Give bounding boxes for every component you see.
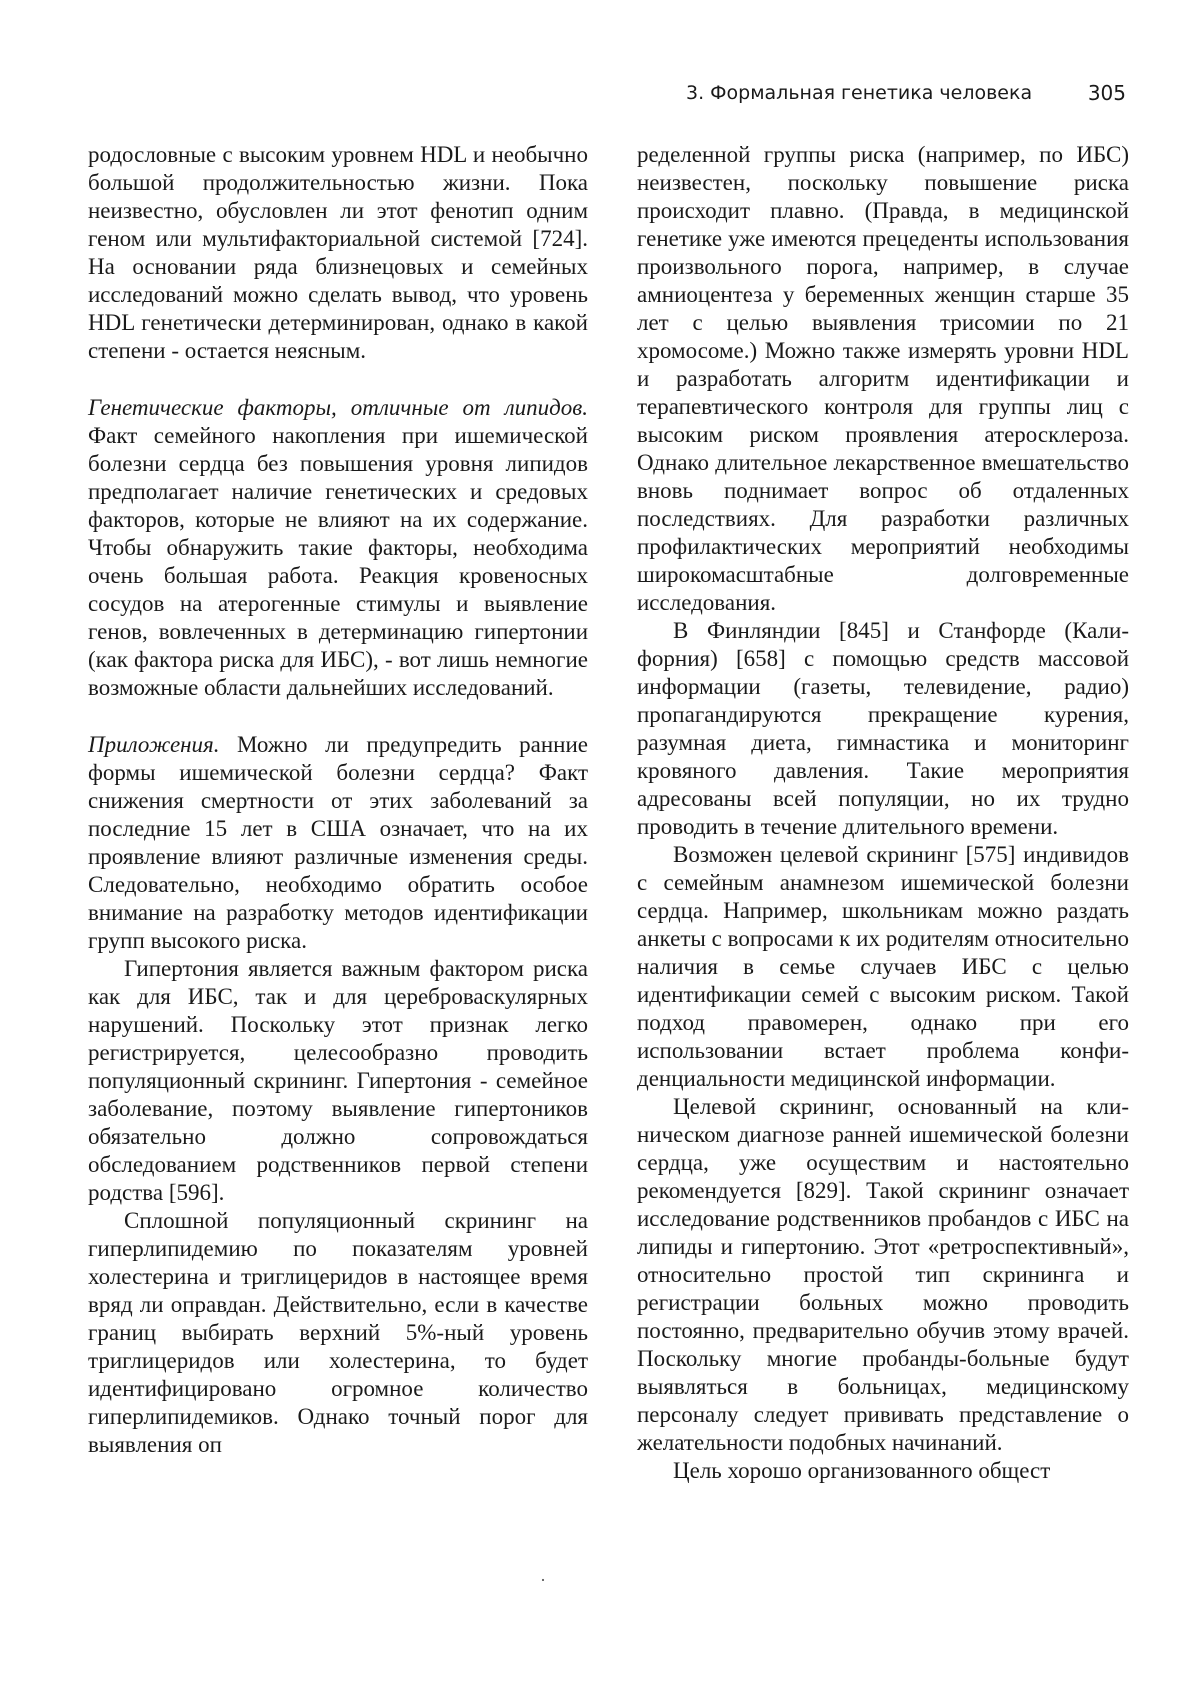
runin-heading: Приложения. (88, 732, 220, 757)
left-column (88, 141, 588, 1459)
paragraph-with-runin-heading (88, 394, 588, 702)
paragraph (637, 617, 1129, 841)
paragraph-text: Сплошной популяционный скрининг на гиперлипидемию по показателям уровней холестерина и триглицеридов в настоящее время вряд ли оправдан. Действительно, если в качестве границ выбирать верхний 5%-ный уровень триглицеридов или холестерина, то будет идентифицировано огромное количество гиперлипидемиков. Однако точный порог для выявления оп (88, 1208, 588, 1457)
paragraph-text: родословные с высоким уровнем HDL и необычно большой продолжительностью жизни. Пока неизвестно, обусловлен ли этот фенотип одним геном или мультифакториальной системой [724]. На основании ряда близнецовых и семейных исследований можно сделать вывод, что уровень HDL генетически детерминирован, однако в какой степени - остается неясным. (88, 142, 588, 363)
paragraph (88, 955, 588, 1207)
paragraph-with-runin-heading (88, 731, 588, 955)
paragraph (88, 141, 588, 365)
paragraph (88, 1207, 588, 1459)
scan-speck: · (540, 1570, 546, 1590)
paragraph (637, 1093, 1129, 1457)
paragraph-text: Возможен целевой скрининг [575] индивидов с семейным анамнезом ишемической болезни сердца. Например, школьникам можно раздать анкеты с вопросами к их родителям относительно наличия в семье случаев ИБС с целью идентификации семей с высоким риском. Такой подход правомерен, однако при его использовании встает проблема конфиденциальности медицинской информации. (637, 842, 1129, 1091)
paragraph-text: Гипертония является важным фактором риска как для ИБС, так и для цереброваскулярных нарушений. Поскольку этот признак легко регистрируется, целесообразно проводить популяционный скрининг. Гипертония - семейное заболевание, поэтому выявление гипертоников обязательно должно сопровождаться обследованием родственников первой степени родства [596]. (88, 956, 588, 1205)
paragraph-text: Целевой скрининг, основанный на клиническом диагнозе ранней ишемической болезни сердца, уже осуществим и настоятельно рекомендуется [829]. Такой скрининг означает исследование родственников пробандов с ИБС на липиды и гипертонию. Этот «ретроспективный», относительно простой тип скрининга и регистрации больных можно проводить постоянно, предварительно обучив этому врачей. Поскольку многие пробанды-больные будут выявляться в больницах, медицинскому персоналу следует прививать представление о желательности подобных начинаний. (637, 1094, 1129, 1455)
paragraph (637, 841, 1129, 1093)
page-number: 305 (1087, 81, 1126, 105)
running-header (686, 82, 1126, 112)
paragraph-text: Цель хорошо организованного общест (673, 1458, 1051, 1483)
paragraph-text: Можно ли предупредить ранние формы ишемической болезни сердца? Факт снижения смертности от этих заболеваний за последние 15 лет в США означает, что на их проявление влияют различные изменения среды. Следовательно, необходимо обратить особое внимание на разработку методов идентификации групп высокого риска. (88, 732, 588, 953)
right-column (637, 141, 1129, 1485)
paragraph-text: Факт семейного накопления при ишемической болезни сердца без повышения уровня липидов предполагает наличие генетических и средовых факторов, которые не влияют на их содержание. Чтобы обнаружить такие факторы, необходима очень большая работа. Реакция кровеносных сосудов на атерогенные стимулы и выявление генов, вовлеченных в детерминацию гипертонии (как фактора риска для ИБС), - вот лишь немногие возможные области дальнейших исследований. (88, 423, 588, 700)
paragraph-text: В Финляндии [845] и Станфорде (Калифорния) [658] с помощью средств массовой информации (газеты, телевидение, радио) пропагандируются прекращение курения, разумная диета, гимнастика и мониторинг кровяного давления. Такие мероприятия адресованы всей популяции, но их трудно проводить в течение длительного времени. (637, 618, 1129, 839)
paragraph (637, 1457, 1129, 1485)
runin-heading: Генетические факторы, отличные от липидов. (88, 395, 588, 420)
paragraph (637, 141, 1129, 617)
running-title: 3. Формальная генетика человека (686, 82, 1033, 104)
paragraph-text: ределенной группы риска (например, по ИБС) неизвестен, поскольку повышение риска происходит плавно. (Правда, в медицинской генетике уже имеются прецеденты использования произвольного порога, например, в случае амниоцентеза у беременных женщин старше 35 лет с целью выявления трисомии по 21 хромосоме.) Можно также измерять уровни HDL и разработать алгоритм идентификации и терапевтического контроля для группы лиц с высоким риском проявления атеросклероза. Однако длительное лекарственное вмешательство вновь поднимает вопрос об отдаленных последствиях. Для разработки различных профилактических мероприятий необходимы широкомасштабные долговременные исследования. (637, 142, 1129, 615)
